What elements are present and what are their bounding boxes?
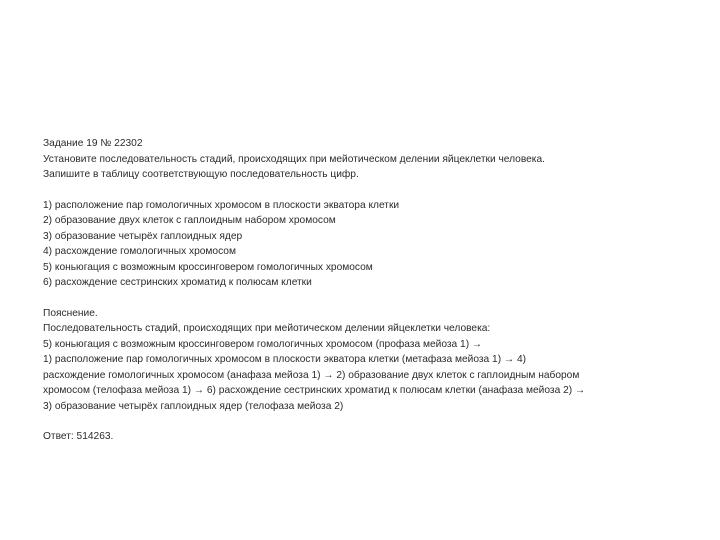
task-instruction-1: Установите последовательность стадий, происходящих при мейотическом делении яйцеклетки человека. — [43, 153, 545, 165]
spacer — [43, 414, 683, 429]
option-item: 2) образование двух клеток с гаплоидным набором хромосом — [43, 215, 336, 226]
options-list — [43, 198, 683, 291]
explanation-intro: Последовательность стадий, происходящих при мейотическом делении яйцеклетки человека: — [43, 323, 491, 334]
option-item: 1) расположение пар гомологичных хромосом в плоскости экватора клетки — [43, 199, 400, 211]
explanation-line: 5) коньюгация с возможным кроссинговером гомологичных хромосом (профаза мейоза 1) → — [43, 338, 483, 350]
option-item: 5) коньюгация с возможным кроссинговером гомологичных хромосом — [43, 261, 373, 273]
explanation-line: хромосом (телофаза мейоза 1) → 6) расхождение сестринских хроматид к полюсам клетки (анафаза мейоза 2) → — [43, 385, 586, 396]
task-header: Задание 19 № 22302 — [43, 138, 143, 149]
task-document — [43, 136, 683, 445]
spacer — [43, 183, 683, 198]
option-item: 4) расхождение гомологичных хромосом — [43, 246, 236, 257]
explanation-line: расхождение гомологичных хромосом (анафаза мейоза 1) → 2) образование двух клеток с гаплоидным набором — [43, 369, 580, 381]
explanation-heading: Пояснение. — [43, 307, 98, 319]
option-item: 3) образование четырёх гаплоидных ядер — [43, 230, 243, 242]
task-instruction-2: Запишите в таблицу соответствующую последовательность цифр. — [43, 169, 359, 180]
explanation-line: 1) расположение пар гомологичных хромосом в плоскости экватора клетки (метафаза мейоза 1) → 4) — [43, 354, 527, 365]
spacer — [43, 291, 683, 306]
explanation-line: 3) образование четырёх гаплоидных ядер (телофаза мейоза 2) — [43, 400, 344, 412]
option-item: 6) расхождение сестринских хроматид к полюсам клетки — [43, 277, 312, 288]
answer-text: Ответ: 514263. — [43, 431, 114, 442]
